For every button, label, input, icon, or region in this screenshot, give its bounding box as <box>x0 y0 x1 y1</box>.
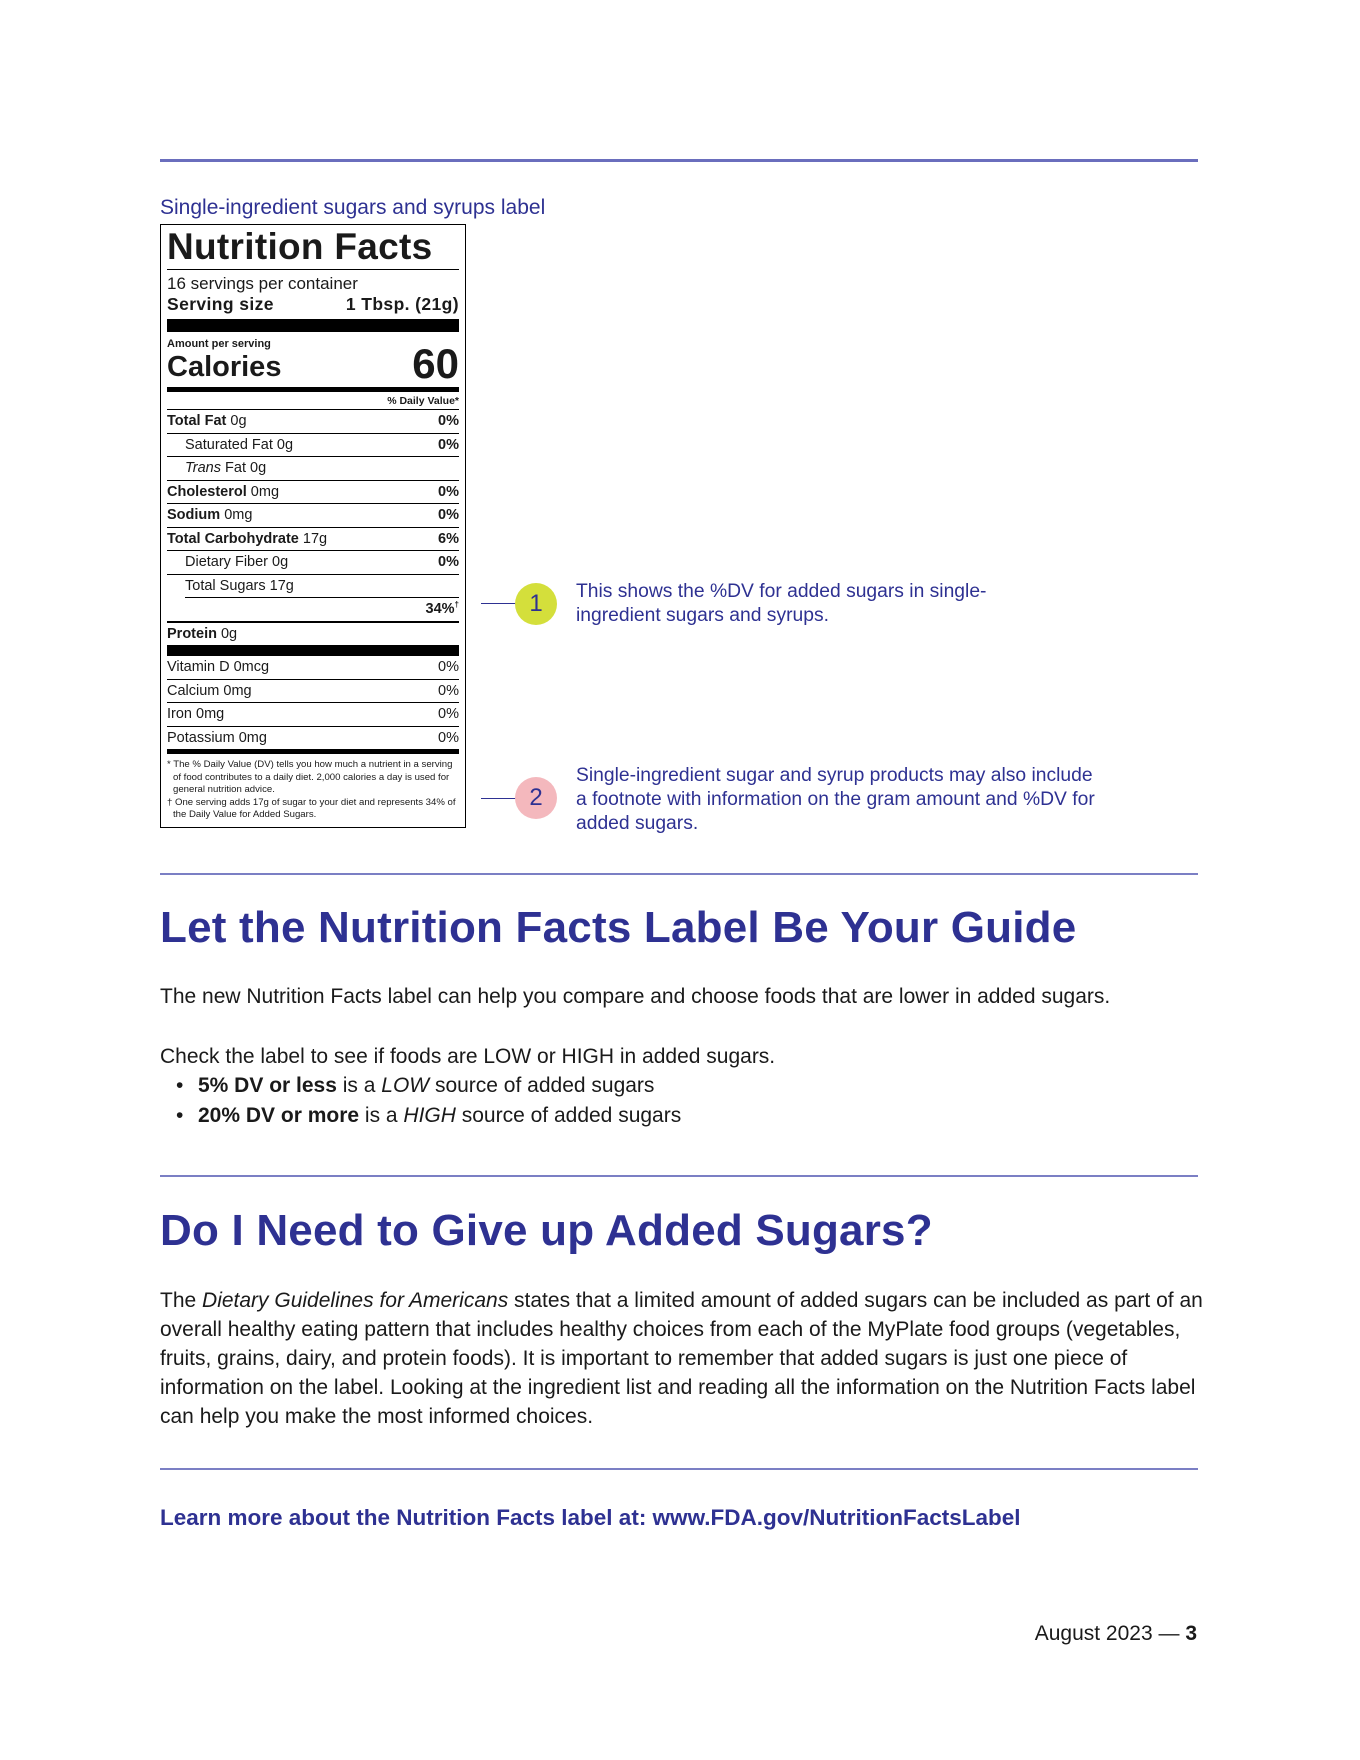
rule-4 <box>160 1468 1198 1470</box>
nf-row-saturated-fat <box>167 433 459 457</box>
nf-row-protein <box>167 621 459 646</box>
section1-paragraph: The new Nutrition Facts label can help you compare and choose foods that are lower in added sugars. <box>160 985 1111 1008</box>
nf-nutrient-dv: 0% <box>438 729 459 746</box>
bullet-mid: is a <box>359 1103 404 1127</box>
page-number: 3 <box>1185 1622 1197 1645</box>
nutrition-facts-label <box>160 224 466 828</box>
rule-2 <box>160 873 1198 875</box>
nf-nutrient-name: Vitamin D 0mcg <box>167 659 270 675</box>
nf-medium-bar <box>167 387 459 392</box>
bullet-italic: LOW <box>381 1074 430 1097</box>
nf-nutrient-name: Protein <box>167 625 217 642</box>
page-footer <box>1035 1622 1197 1646</box>
callout-2-text: Single-ingredient sugar and syrup products may also include a footnote with information on the gram amount and %DV for added sugars. <box>576 765 1095 834</box>
para-start: The <box>160 1289 203 1312</box>
nf-nutrient-name: Total Carbohydrate <box>167 530 299 547</box>
nf-nutrient-name: Iron 0mg <box>167 706 225 722</box>
nf-nutrient-dv: 0% <box>438 659 459 675</box>
nf-row-total-carb <box>167 527 459 551</box>
nf-nutrient-name: Potassium 0mg <box>167 729 267 746</box>
nf-nutrient-dv: 0% <box>438 436 459 453</box>
nf-serving-size <box>167 294 459 315</box>
callout-1-badge: 1 <box>515 583 557 625</box>
bullet-bold: 20% DV or more <box>198 1103 360 1127</box>
nf-amount-per-serving: Amount per serving <box>167 338 271 350</box>
nf-nutrient-name: Calcium 0mg <box>167 682 252 699</box>
nf-row-added-sugars <box>185 597 459 621</box>
nf-thick-bar-2 <box>167 645 459 656</box>
nf-row-total-sugars <box>167 574 459 598</box>
nf-row-calcium <box>167 679 459 703</box>
para-italic: Dietary Guidelines for Americans <box>202 1289 509 1312</box>
nf-dagger-mark: † <box>454 600 459 610</box>
learn-more-link[interactable]: Learn more about the Nutrition Facts label at: www.FDA.gov/NutritionFactsLabel <box>160 1505 1021 1530</box>
nf-title: Nutrition Facts <box>167 226 433 267</box>
footer-date: August 2023 — <box>1034 1622 1186 1645</box>
nf-nutrient-dv: 0% <box>438 483 459 500</box>
nf-footnote-added-sugars: † One serving adds 17g of sugar to your diet and represents 34% of the Daily Value for Added Sugars. <box>167 796 456 820</box>
nf-row-fiber <box>167 550 459 574</box>
nf-servings: 16 servings per container <box>167 274 358 293</box>
callout-1-line <box>481 603 517 604</box>
bullet-rest: source of added sugars <box>429 1074 655 1097</box>
nf-calories-value: 60 <box>412 340 459 387</box>
nf-bottom-bar <box>167 749 459 754</box>
nf-row-total-fat <box>167 409 459 433</box>
nf-nutrient-amount: 0mg <box>250 483 280 500</box>
nf-row-cholesterol <box>167 480 459 504</box>
section2-paragraph <box>160 1286 1210 1431</box>
list-item: • 20% DV or more is a HIGH source of added sugars <box>176 1103 682 1127</box>
nf-trans-italic: Trans <box>185 460 221 476</box>
callout-2-badge: 2 <box>515 777 557 819</box>
nf-serving-size-value: 1 Tbsp. (21g) <box>345 294 459 314</box>
nf-row-sodium <box>167 503 459 527</box>
section1-intro: Check the label to see if foods are LOW or HIGH in added sugars. <box>160 1045 776 1068</box>
nf-divider <box>167 269 459 270</box>
nf-nutrient-dv: 6% <box>438 530 459 547</box>
nf-row-vitamin-d <box>167 656 459 679</box>
nf-nutrient-name: Cholesterol <box>167 483 247 500</box>
bullet-bold: 5% DV or less <box>198 1074 337 1097</box>
nf-nutrient-amount: 17g <box>302 530 328 547</box>
callout-2-line <box>481 798 517 799</box>
nf-nutrient-dv: 0% <box>438 706 459 722</box>
nf-calories-label: Calories <box>167 351 282 383</box>
callout-1-text: This shows the %DV for added sugars in single-ingredient sugars and syrups. <box>576 581 987 626</box>
label-caption: Single-ingredient sugars and syrups label <box>160 196 546 219</box>
nf-row-iron <box>167 702 459 726</box>
section1-bullets <box>176 1071 681 1130</box>
list-item: • 5% DV or less is a LOW source of added sugars <box>176 1074 655 1097</box>
nf-dv-header: % Daily Value* <box>387 395 459 407</box>
nf-nutrient-dv: 0% <box>438 507 459 523</box>
nf-footnote-dv: * The % Daily Value (DV) tells you how much a nutrient in a serving of food contributes to a daily diet. 2,000 calories a day is used for general nutrition advice. <box>167 759 453 795</box>
nf-row-trans-fat <box>167 456 459 480</box>
nf-trans-rest: Fat 0g <box>225 460 267 476</box>
nf-nutrient-dv: 0% <box>438 682 459 699</box>
nf-row-potassium <box>167 726 459 750</box>
section1-heading: Let the Nutrition Facts Label Be Your Guide <box>160 903 1077 952</box>
para-rest: states that a limited amount of added sugars can be included as part of an overall healthy eating pattern that includes healthy choices from each of the MyPlate food groups (vegetables, fruits, grains, dairy, and protein foods). It is important to remember that added sugars is just one piece of information on the label. Looking at the ingredient list and reading all the information on the Nutrition Facts label can help you make the most informed choices. <box>160 1289 1203 1428</box>
bullet-mid: is a <box>336 1074 382 1097</box>
nf-nutrient-name: Total Sugars 17g <box>185 577 294 594</box>
nf-nutrient-dv: 0% <box>438 554 459 570</box>
nf-serving-size-label: Serving size <box>167 294 274 314</box>
nf-nutrient-amount: 0g <box>220 625 238 642</box>
nf-nutrient-amount: 0mg <box>224 507 253 523</box>
nf-thick-bar <box>167 319 459 332</box>
nf-nutrient-dv: 0% <box>438 413 459 429</box>
nf-nutrient-amount: 0g <box>230 413 247 429</box>
rule-3 <box>160 1175 1198 1177</box>
nf-footnotes <box>167 759 459 822</box>
nf-added-sugars-dv: 34% <box>425 601 455 617</box>
nf-nutrient-name: Total Fat <box>167 413 227 429</box>
nf-nutrient-name: Dietary Fiber 0g <box>185 554 289 570</box>
top-rule <box>160 159 1198 162</box>
nf-nutrient-name: Sodium <box>167 507 221 523</box>
bullet-rest: source of added sugars <box>455 1103 682 1127</box>
section2-heading: Do I Need to Give up Added Sugars? <box>160 1206 933 1255</box>
bullet-italic: HIGH <box>403 1103 456 1127</box>
nf-nutrient-name: Saturated Fat 0g <box>185 436 294 453</box>
